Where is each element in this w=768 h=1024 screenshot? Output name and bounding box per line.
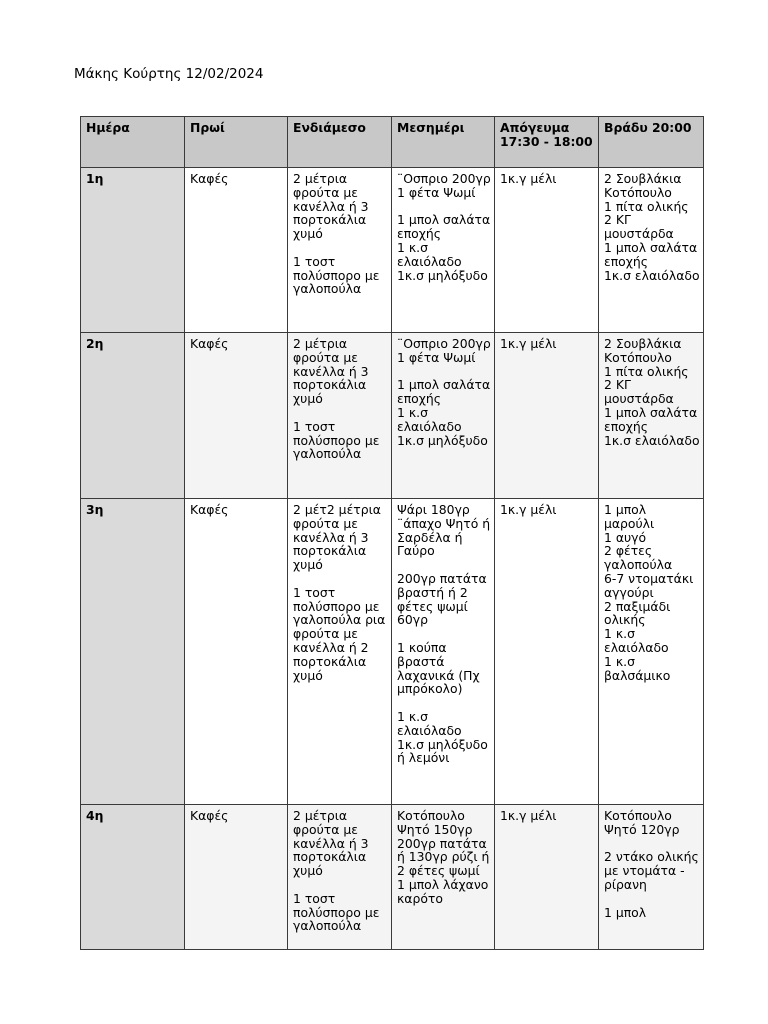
table-row	[81, 805, 704, 950]
snack-cell: 2 μέτρια φρούτα με κανέλλα ή 3 πορτοκάλια χυμό 1 τοστ πολύσπορο με γαλοπούλα	[288, 168, 392, 333]
afternoon-cell: 1κ.γ μέλι	[495, 499, 599, 805]
table-row	[81, 499, 704, 805]
dinner-cell: 2 Σουβλάκια Κοτόπουλο 1 πίτα ολικής 2 ΚΓ μουστάρδα 1 μπολ σαλάτα εποχής 1κ.σ ελαιόλαδο	[599, 333, 704, 499]
header-dinner: Βράδυ 20:00	[599, 117, 704, 168]
day-cell: 2η	[81, 333, 185, 499]
morning-cell: Καφές	[185, 499, 288, 805]
morning-cell: Καφές	[185, 805, 288, 950]
header-snack: Ενδιάμεσο	[288, 117, 392, 168]
lunch-cell: ¨Οσπριο 200γρ 1 φέτα Ψωμί 1 μπολ σαλάτα εποχής 1 κ.σ ελαιόλαδο 1κ.σ μηλόξυδο	[392, 168, 495, 333]
afternoon-cell: 1κ.γ μέλι	[495, 333, 599, 499]
day-cell: 4η	[81, 805, 185, 950]
dinner-cell: Κοτόπουλο Ψητό 120γρ 2 ντάκο ολικής με ντομάτα - ρίρανη 1 μπολ	[599, 805, 704, 950]
table-header-row	[81, 117, 704, 168]
lunch-cell: ¨Οσπριο 200γρ 1 φέτα Ψωμί 1 μπολ σαλάτα εποχής 1 κ.σ ελαιόλαδο 1κ.σ μηλόξυδο	[392, 333, 495, 499]
morning-cell: Καφές	[185, 168, 288, 333]
header-afternoon: Απόγευμα 17:30 - 18:00	[495, 117, 599, 168]
meal-plan-table	[80, 116, 704, 950]
afternoon-cell: 1κ.γ μέλι	[495, 805, 599, 950]
table-row	[81, 168, 704, 333]
snack-cell: 2 μέτρια φρούτα με κανέλλα ή 3 πορτοκάλια χυμό 1 τοστ πολύσπορο με γαλοπούλα	[288, 333, 392, 499]
lunch-cell: Ψάρι 180γρ ¨άπαχο Ψητό ή Σαρδέλα ή Γαύρο 200γρ πατάτα βραστή ή 2 φέτες ψωμί 60γρ 1 κούπα βραστά λαχανικά (Πχ μπρόκολο) 1 κ.σ ελαιόλαδο 1κ.σ μηλόξυδο ή λεμόνι	[392, 499, 495, 805]
morning-cell: Καφές	[185, 333, 288, 499]
header-lunch: Μεσημέρι	[392, 117, 495, 168]
dinner-cell: 2 Σουβλάκια Κοτόπουλο 1 πίτα ολικής 2 ΚΓ μουστάρδα 1 μπολ σαλάτα εποχής 1κ.σ ελαιόλαδο	[599, 168, 704, 333]
snack-cell: 2 μέτ2 μέτρια φρούτα με κανέλλα ή 3 πορτοκάλια χυμό 1 τοστ πολύσπορο με γαλοπούλα ρια φρούτα με κανέλλα ή 2 πορτοκάλια χυμό	[288, 499, 392, 805]
lunch-cell: Κοτόπουλο Ψητό 150γρ 200γρ πατάτα ή 130γρ ρύζι ή 2 φέτες ψωμί 1 μπολ λάχανο καρότο	[392, 805, 495, 950]
day-cell: 1η	[81, 168, 185, 333]
afternoon-cell: 1κ.γ μέλι	[495, 168, 599, 333]
header-day: Ημέρα	[81, 117, 185, 168]
day-cell: 3η	[81, 499, 185, 805]
header-morning: Πρωί	[185, 117, 288, 168]
table-row	[81, 333, 704, 499]
snack-cell: 2 μέτρια φρούτα με κανέλλα ή 3 πορτοκάλια χυμό 1 τοστ πολύσπορο με γαλοπούλα	[288, 805, 392, 950]
document-title: Μάκης Κούρτης 12/02/2024	[74, 66, 264, 82]
dinner-cell: 1 μπολ μαρούλι 1 αυγό 2 φέτες γαλοπούλα 6-7 ντοματάκι αγγούρι 2 παξιμάδι ολικής 1 κ.σ ελαιόλαδο 1 κ.σ βαλσάμικο	[599, 499, 704, 805]
